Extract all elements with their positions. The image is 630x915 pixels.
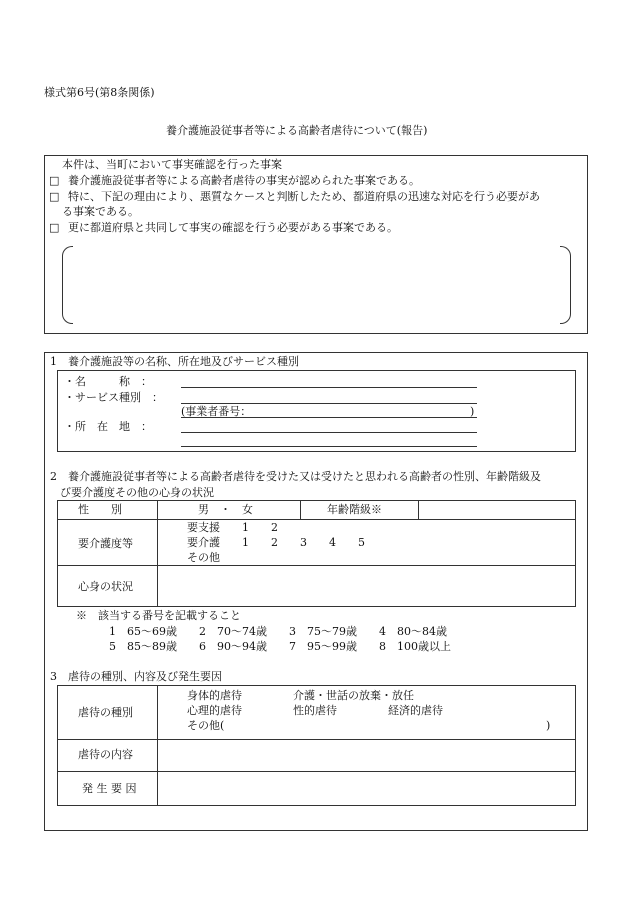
confirm-option-2-line1: 特に、下記の理由により、悪質なケースと判断したため、都道府県の迅速な対応を行う必要があ (68, 190, 541, 203)
document-title: 養介護施設従事者等による高齢者虐待について(報告) (166, 124, 428, 137)
row-divider (57, 519, 576, 520)
column-divider (157, 685, 158, 806)
age-class-row-1: 1 65〜69歳 2 70〜74歳 3 75〜79歳 4 80〜84歳 (109, 625, 447, 638)
section-1-heading: 1 養介護施設等の名称、所在地及びサービス種別 (50, 355, 299, 368)
abuse-type-other-close: ) (546, 719, 551, 732)
abuse-cause-label: 発 生 要 因 (82, 782, 137, 795)
column-divider (157, 500, 158, 607)
sex-options[interactable]: 男 ・ 女 (198, 503, 253, 516)
abuse-type-other[interactable]: その他( (187, 719, 225, 732)
form-number: 様式第6号(第8条関係) (44, 86, 155, 99)
age-class-row-2: 5 85〜89歳 6 90〜94歳 7 95〜99歳 8 100歳以上 (109, 640, 451, 653)
section-2-heading-line2: び要介護度その他の心身の状況 (60, 486, 214, 499)
abuse-type-neglect[interactable]: 介護・世話の放棄・放任 (293, 689, 414, 702)
confirm-option-1: 養介護施設従事者等による高齢者虐待の事実が認められた事案である。 (68, 174, 420, 187)
row-divider (57, 739, 576, 740)
reason-input-area[interactable] (76, 248, 556, 320)
abuse-type-psychological[interactable]: 心理的虐待 (187, 704, 242, 717)
checkbox-2[interactable]: □ (49, 190, 60, 203)
confirm-intro: 本件は、当町において事実確認を行った事案 (62, 158, 282, 171)
service-type-label: ・サービス種別 ： (64, 391, 163, 404)
reason-bracket-left (62, 246, 73, 324)
abuse-type-economic[interactable]: 経済的虐待 (388, 704, 443, 717)
address-field-2[interactable] (181, 446, 477, 447)
row-divider (57, 771, 576, 772)
column-divider (300, 500, 301, 519)
care-other-option[interactable]: その他 (187, 551, 220, 564)
service-type-field[interactable] (181, 403, 477, 404)
reason-bracket-right (560, 246, 571, 324)
age-class-field[interactable] (420, 501, 574, 518)
mind-body-label: 心身の状況 (78, 580, 133, 593)
confirm-option-3: 更に都道府県と共同して事実の確認を行う必要がある事案である。 (68, 221, 398, 234)
abuse-type-sexual[interactable]: 性的虐待 (293, 704, 337, 717)
checkbox-3[interactable]: □ (49, 221, 60, 234)
care-support-options[interactable]: 要支援 1 2 (187, 521, 278, 534)
facility-name-label: ・名 称 ： (64, 375, 152, 388)
section-3-heading: 3 虐待の種別、内容及び発生要因 (50, 670, 222, 683)
age-note: ※ 該当する番号を記載すること (76, 609, 241, 622)
office-number-label: (事業者番号： (181, 405, 252, 418)
section-2-heading-line1: 2 養介護施設従事者等による高齢者虐待を受けた又は受けたと思われる高齢者の性別、年齢階級及 (50, 470, 541, 483)
age-class-label: 年齢階級※ (327, 503, 382, 516)
abuse-cause-field[interactable] (159, 773, 574, 805)
address-label: ・所 在 地 ： (64, 420, 152, 433)
abuse-content-field[interactable] (159, 741, 574, 770)
column-divider (418, 500, 419, 519)
sex-label: 性 別 (78, 503, 122, 516)
row-divider (57, 565, 576, 566)
checkbox-1[interactable]: □ (49, 174, 60, 187)
abuse-content-label: 虐待の内容 (78, 748, 133, 761)
confirm-option-2-line2: る事案である。 (62, 205, 139, 218)
abuse-type-label: 虐待の種別 (78, 706, 133, 719)
care-need-options[interactable]: 要介護 1 2 3 4 5 (187, 536, 365, 549)
office-number-close: ) (470, 405, 475, 418)
office-number-field[interactable] (181, 417, 477, 418)
care-level-label: 要介護度等 (78, 537, 133, 550)
facility-name-field[interactable] (181, 387, 477, 388)
abuse-type-physical[interactable]: 身体的虐待 (187, 689, 242, 702)
mind-body-field[interactable] (159, 567, 574, 605)
address-field-1[interactable] (181, 432, 477, 433)
